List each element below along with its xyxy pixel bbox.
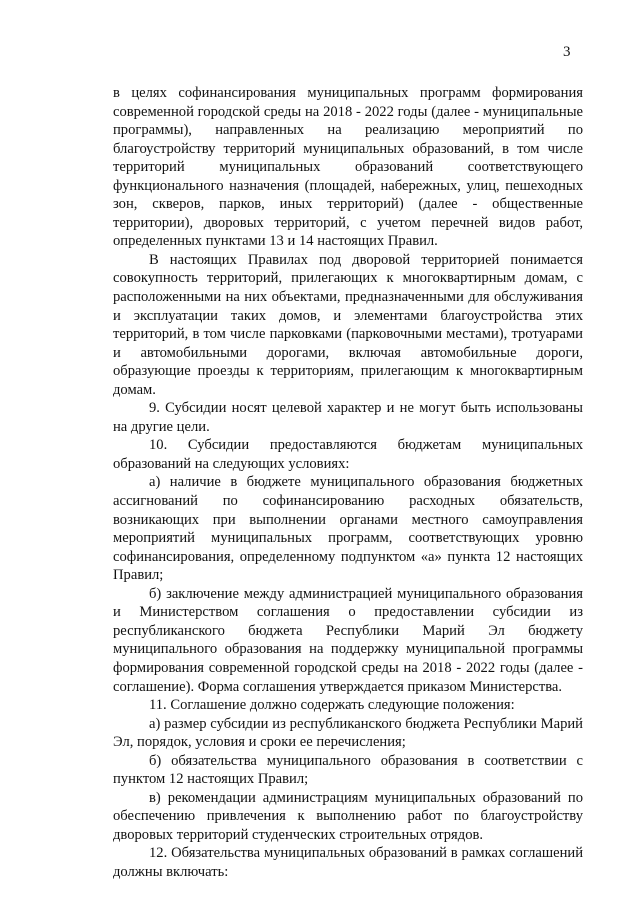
document-body bbox=[113, 84, 583, 882]
paragraph: В настоящих Правилах под дворовой территорией понимается совокупность территорий, прилегающих к многоквартирным домам, с расположенными на них объектами, предназначенными для обслуживания и эксплуатации таких домов, и элементами благоустройства этих территорий, в том числе парковками (парковочными местами), тротуарами и автомобильными дорогами, включая автомобильные дороги, образующие проезды к территориям, прилегающим к многоквартирным домам. bbox=[113, 251, 583, 398]
paragraph: б) заключение между администрацией муниципального образования и Министерством соглашения о предоставлении субсидии из республиканского бюджета Республики Марий Эл бюджету муниципального образования на поддержку муниципальной программы формирования современной городской среды на 2018 - 2022 годы (далее - соглашение). Форма соглашения утверждается приказом Министерства. bbox=[113, 585, 583, 695]
paragraph: 12. Обязательства муниципальных образований в рамках соглашений должны включать: bbox=[113, 845, 583, 880]
paragraph: 9. Субсидии носят целевой характер и не могут быть использованы на другие цели. bbox=[113, 400, 583, 435]
paragraph: в) рекомендации администрациям муниципальных образований по обеспечению привлечения к выполнению работ по благоустройству дворовых территорий студенческих строительных отрядов. bbox=[113, 789, 583, 843]
paragraph: а) размер субсидии из республиканского бюджета Республики Марий Эл, порядок, условия и сроки ее перечисления; bbox=[113, 715, 583, 751]
paragraph: 10. Субсидии предоставляются бюджетам муниципальных образований на следующих условиях: bbox=[113, 437, 583, 472]
paragraph: 11. Соглашение должно содержать следующие положения: bbox=[149, 697, 515, 714]
paragraph: в целях софинансирования муниципальных программ формирования современной городской среды на 2018 - 2022 годы (далее - муниципальные программы), направленных на реализацию мероприятий по благоустройству территорий муниципальных образований, в том числе территорий муниципальных образований соответствующего функционального назначения (площадей, набережных, улиц, пешеходных зон, скверов, парков, иных территорий) (далее - общественные территории), дворовых территорий, с учетом перечней видов работ, определенных пунктами 13 и 14 настоящих Правил. bbox=[113, 85, 583, 250]
paragraph: а) наличие в бюджете муниципального образования бюджетных ассигнований по софинансированию расходных обязательств, возникающих при выполнении органами местного самоуправления мероприятий муниципальных программ, соответствующих уровню софинансирования, определенному подпунктом «а» пункта 12 настоящих Правил; bbox=[113, 474, 583, 584]
paragraph: б) обязательства муниципального образования в соответствии с пунктом 12 настоящих Правил; bbox=[113, 752, 583, 788]
page-number: 3 bbox=[563, 44, 571, 60]
